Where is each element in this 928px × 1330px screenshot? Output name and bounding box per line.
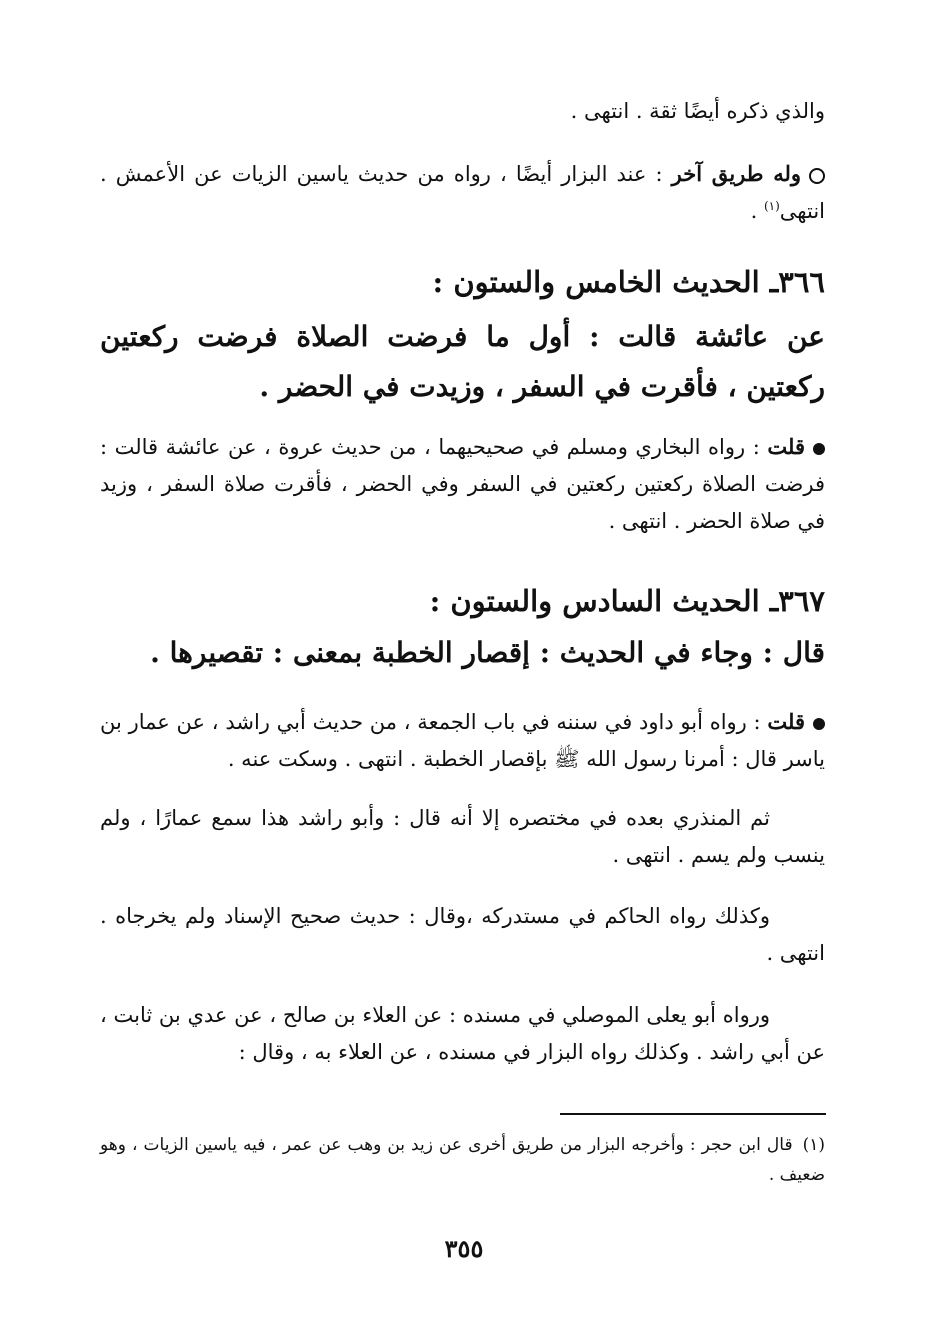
route-end: . — [750, 199, 764, 223]
footnote-text: قال ابن حجر : وأخرجه البزار من طريق أخرى عن زيد بن وهب عن عمر ، فيه ياسين الزيات ، وهو ضعيف . — [100, 1135, 825, 1185]
hadith-366-text: عن عائشة قالت : أول ما فرضت الصلاة فرضت ركعتين ركعتين ، فأقرت في السفر ، وزيدت في الحضر . — [100, 320, 825, 403]
paragraph-continuation: والذي ذكره أيضًا ثقة . انتهى . — [570, 99, 825, 123]
paragraph-another-route — [100, 155, 825, 230]
hollow-circle-bullet — [809, 168, 825, 184]
hadith-367-heading: ٣٦٧ـ الحديث السادس والستون : — [429, 584, 825, 618]
filled-circle-bullet — [813, 443, 825, 455]
footnote-separator — [560, 1113, 826, 1115]
paragraph-hakim: وكذلك رواه الحاكم في مستدركه ،وقال : حديث صحيح الإسناد ولم يخرجاه . انتهى . — [100, 904, 825, 965]
route-lead: وله طريق آخر — [671, 161, 801, 186]
filled-circle-bullet — [813, 718, 825, 730]
hadith-367-text: قال : وجاء في الحديث : إقصار الخطبة بمعنى : تقصيرها . — [150, 636, 825, 669]
hadith-366-heading: ٣٦٦ـ الحديث الخامس والستون : — [432, 265, 825, 299]
footnote-reference: (١) — [763, 199, 780, 213]
footnote-1 — [100, 1130, 825, 1190]
page-number: ٣٥٥ — [444, 1234, 484, 1263]
paragraph-mundhiri: ثم المنذري بعده في مختصره إلا أنه قال : وأبو راشد هذا سمع عمارًا ، ولم ينسب ولم يسم . انتهى . — [100, 806, 825, 867]
paragraph-qultu-367 — [100, 703, 825, 778]
paragraph-abu-yala: ورواه أبو يعلى الموصلي في مسنده : عن العلاء بن صالح ، عن عدي بن ثابت ، عن أبي راشد . وكذلك رواه البزار في مسنده ، عن العلاء به ، وقال : — [100, 1003, 825, 1064]
route-text: : عند البزار أيضًا ، رواه من حديث ياسين الزيات عن الأعمش . انتهى — [100, 162, 825, 223]
qultu-label: قلت — [767, 434, 805, 459]
footnote-number: (١) — [802, 1135, 825, 1155]
qultu-label: قلت — [767, 709, 805, 734]
qultu-text: : رواه أبو داود في سننه في باب الجمعة ، من حديث أبي راشد ، عن عمار بن ياسر قال : أمرنا رسول الله ﷺ بإقصار الخطبة . انتهى . وسكت عنه . — [100, 710, 825, 771]
paragraph-qultu-366 — [100, 428, 825, 540]
qultu-text: : رواه البخاري ومسلم في صحيحيهما ، من حديث عروة ، عن عائشة قالت : فرضت الصلاة ركعتين ركعتين في السفر وفي الحضر ، فأقرت صلاة السفر ، وزيد في صلاة الحضر . انتهى . — [100, 435, 825, 533]
